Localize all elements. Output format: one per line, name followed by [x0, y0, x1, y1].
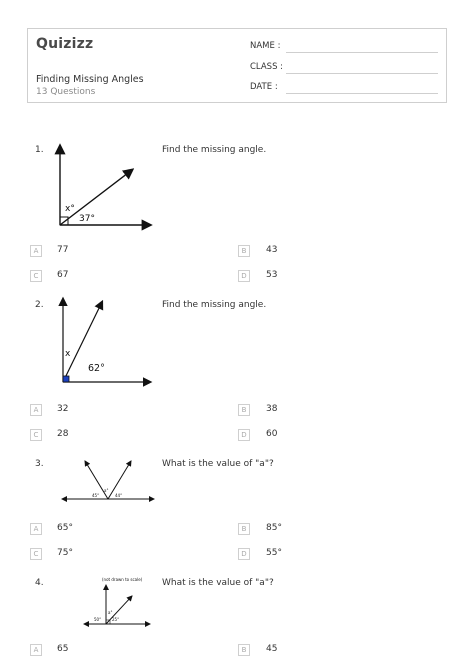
question-text: Find the missing angle.: [162, 145, 267, 155]
choice-b-value: 85°: [266, 523, 282, 533]
choice-d-box[interactable]: D: [238, 429, 250, 441]
choice-a-box[interactable]: A: [30, 404, 42, 416]
choice-a-box[interactable]: A: [30, 245, 42, 257]
angle-figure: [58, 455, 158, 507]
choice-b-value: 38: [266, 404, 278, 414]
choice-a-box[interactable]: A: [30, 644, 42, 656]
angle-figure: [80, 574, 160, 632]
choice-b-value: 43: [266, 245, 278, 255]
choice-b-box[interactable]: B: [238, 644, 250, 656]
angle-label: 25°: [112, 617, 120, 622]
choice-b-box[interactable]: B: [238, 523, 250, 535]
date-field[interactable]: [286, 93, 438, 94]
choice-a-value: 77: [57, 245, 69, 255]
angle-label: 62°: [88, 363, 105, 374]
choice-c-box[interactable]: C: [30, 548, 42, 560]
name-label: NAME :: [250, 41, 281, 51]
choice-c-value: 28: [57, 429, 69, 439]
question-text: What is the value of "a"?: [162, 459, 274, 469]
choice-d-value: 60: [266, 429, 278, 439]
choice-a-value: 65: [57, 644, 69, 654]
choice-c-value: 75°: [57, 548, 73, 558]
choice-b-value: 45: [266, 644, 278, 654]
question-number: 1.: [35, 145, 44, 155]
quizizz-logo: Quizizz: [36, 36, 94, 52]
class-field[interactable]: [286, 73, 438, 74]
choice-d-value: 55°: [266, 548, 282, 558]
choice-a-value: 32: [57, 404, 69, 414]
choice-a-value: 65°: [57, 523, 73, 533]
choice-d-box[interactable]: D: [238, 548, 250, 560]
question-count: 13 Questions: [36, 87, 96, 97]
question-number: 3.: [35, 459, 44, 469]
figure-note: (not drawn to scale): [102, 577, 143, 582]
choice-b-box[interactable]: B: [238, 245, 250, 257]
choice-c-box[interactable]: C: [30, 429, 42, 441]
date-label: DATE :: [250, 82, 278, 92]
angle-label: a°: [104, 488, 109, 493]
question-text: Find the missing angle.: [162, 300, 267, 310]
choice-c-box[interactable]: C: [30, 270, 42, 282]
angle-label: 37°: [79, 214, 95, 224]
choice-d-value: 53: [266, 270, 278, 280]
angle-label: a°: [108, 610, 113, 615]
choice-c-value: 67: [57, 270, 69, 280]
angle-label: 45°: [92, 493, 100, 498]
choice-a-box[interactable]: A: [30, 523, 42, 535]
class-label: CLASS :: [250, 62, 284, 72]
question-number: 2.: [35, 300, 44, 310]
choice-d-box[interactable]: D: [238, 270, 250, 282]
angle-label: x°: [65, 204, 75, 214]
angle-label: x: [65, 349, 71, 359]
question-text: What is the value of "a"?: [162, 578, 274, 588]
angle-figure: [50, 293, 160, 391]
choice-b-box[interactable]: B: [238, 404, 250, 416]
question-number: 4.: [35, 578, 44, 588]
angle-figure: [50, 140, 160, 235]
name-field[interactable]: [286, 52, 438, 53]
worksheet-title: Finding Missing Angles: [36, 74, 144, 85]
angle-label: 44°: [115, 493, 123, 498]
angle-label: 50°: [94, 617, 102, 622]
